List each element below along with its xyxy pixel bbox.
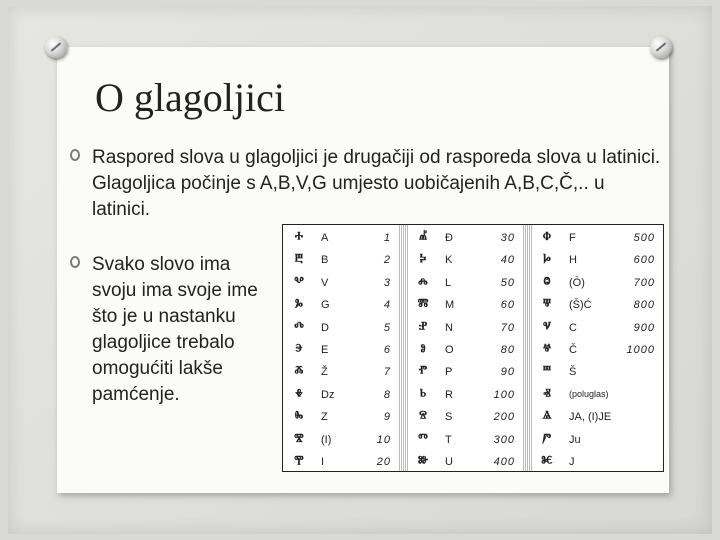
latin-equivalent: V <box>321 276 329 289</box>
glagolitic-letter: ⱃ <box>419 384 427 403</box>
latin-equivalent: D <box>321 321 329 334</box>
latin-equivalent: O <box>445 344 454 356</box>
numeric-value: 1 <box>383 232 391 244</box>
numeric-value: 20 <box>376 456 391 468</box>
glagolitic-letter: ⱆ <box>417 452 429 470</box>
numeric-value: 6 <box>383 344 391 356</box>
numeric-value: 100 <box>493 388 515 401</box>
latin-equivalent: Ž <box>321 366 328 379</box>
alphabet-row <box>407 451 523 473</box>
latin-equivalent: E <box>321 344 329 356</box>
alphabet-row <box>407 384 523 406</box>
glagolitic-letter: ⱑ <box>542 407 552 426</box>
numeric-value: 80 <box>500 344 515 356</box>
alphabet-row <box>407 361 523 383</box>
latin-equivalent: M <box>445 299 455 312</box>
latin-equivalent: J <box>569 456 575 468</box>
latin-equivalent: (Š)Ć <box>569 299 592 312</box>
numeric-value: 200 <box>493 411 515 424</box>
glagolitic-letter: ⰷ <box>295 384 303 403</box>
numeric-value: 300 <box>493 433 515 446</box>
glagolitic-letter: ⰹ <box>294 452 304 470</box>
alphabet-row <box>407 227 523 249</box>
alphabet-row <box>531 339 663 361</box>
latin-equivalent: G <box>321 299 330 312</box>
pin-icon <box>45 36 67 58</box>
alphabet-row <box>531 361 663 383</box>
latin-equivalent: (Ō) <box>569 276 585 289</box>
alphabet-row <box>283 317 399 339</box>
numeric-value: 5 <box>383 321 391 334</box>
latin-equivalent: Š <box>569 366 577 379</box>
latin-equivalent: C <box>569 321 577 334</box>
numeric-value: 30 <box>500 232 515 244</box>
alphabet-row <box>283 339 399 361</box>
numeric-value: 800 <box>633 299 655 312</box>
glagolitic-letter: ⱂ <box>418 362 428 381</box>
latin-equivalent: S <box>445 411 453 424</box>
latin-equivalent: JA, (I)JE <box>569 411 612 424</box>
glagolitic-alphabet-table <box>282 224 664 472</box>
latin-equivalent: Z <box>321 411 328 424</box>
alphabet-row <box>531 384 663 406</box>
numeric-value: 10 <box>376 433 391 446</box>
glagolitic-letter: ⱈ <box>543 250 551 269</box>
numeric-value: 900 <box>633 321 655 334</box>
glagolitic-letter: ⱍ <box>542 340 552 358</box>
bullet-item <box>92 252 264 408</box>
numeric-value: 7 <box>383 366 391 379</box>
alphabet-row <box>407 317 523 339</box>
latin-equivalent: K <box>445 254 453 267</box>
glagolitic-letter: ⱉ <box>543 272 551 291</box>
glagolitic-letter: ⱎ <box>542 362 552 381</box>
alphabet-row <box>531 272 663 294</box>
alphabet-row <box>283 406 399 428</box>
alphabet-row <box>531 249 663 271</box>
glagolitic-letter: ⱀ <box>418 317 428 336</box>
alphabet-row <box>283 294 399 316</box>
latin-equivalent: (I) <box>321 433 332 446</box>
alphabet-row <box>283 384 399 406</box>
glagolitic-letter: ⰿ <box>417 295 429 314</box>
glagolitic-letter: ⱋ <box>542 295 552 314</box>
latin-equivalent: T <box>445 433 452 446</box>
alphabet-row <box>407 294 523 316</box>
alphabet-row <box>407 429 523 451</box>
alphabet-row <box>283 272 399 294</box>
numeric-value: 700 <box>633 276 655 289</box>
glagolitic-letter: ⱌ <box>543 317 551 336</box>
numeric-value: 1000 <box>626 344 655 356</box>
alphabet-row <box>531 294 663 316</box>
numeric-value: 90 <box>500 366 515 379</box>
alphabet-column <box>283 225 399 471</box>
alphabet-row <box>531 317 663 339</box>
glagolitic-letter: ⰴ <box>294 317 304 336</box>
alphabet-row <box>283 361 399 383</box>
alphabet-row <box>531 406 663 428</box>
latin-equivalent: P <box>445 366 453 379</box>
latin-equivalent: N <box>445 321 453 334</box>
glagolitic-letter: ⱁ <box>420 340 426 358</box>
glagolitic-letter: ⰾ <box>418 272 428 291</box>
numeric-value: 600 <box>633 254 655 267</box>
numeric-value: 3 <box>383 276 391 289</box>
bullet-item <box>92 145 664 223</box>
latin-equivalent: Ju <box>569 433 581 446</box>
alphabet-row <box>407 339 523 361</box>
alphabet-column <box>407 225 523 471</box>
latin-equivalent: I <box>321 456 325 468</box>
alphabet-row <box>283 451 399 473</box>
glagolitic-letter: ⰼ <box>418 228 428 246</box>
alphabet-row <box>407 272 523 294</box>
glagolitic-letter: ⱓ <box>542 429 552 448</box>
numeric-value: 40 <box>500 254 515 267</box>
alphabet-row <box>407 249 523 271</box>
glagolitic-letter: ⱅ <box>418 429 428 448</box>
glagolitic-letter: ⱏ <box>543 384 551 403</box>
alphabet-column <box>531 225 663 471</box>
glagolitic-letter: ⱇ <box>542 228 552 246</box>
latin-equivalent: Č <box>569 344 577 356</box>
latin-equivalent: A <box>321 232 329 244</box>
alphabet-row <box>531 451 663 473</box>
glagolitic-letter: ⱘ <box>541 452 553 470</box>
glagolitic-letter: ⰰ <box>294 228 304 246</box>
latin-equivalent: F <box>569 232 576 244</box>
latin-equivalent: Đ <box>445 232 453 244</box>
latin-equivalent: U <box>445 456 453 468</box>
numeric-value: 60 <box>500 299 515 312</box>
numeric-value: 9 <box>383 411 391 424</box>
glagolitic-letter: ⰶ <box>294 362 304 381</box>
alphabet-row <box>531 429 663 451</box>
latin-equivalent: (poluglas) <box>569 388 609 399</box>
latin-equivalent: R <box>445 388 453 401</box>
numeric-value: 400 <box>493 456 515 468</box>
glagolitic-letter: ⰺ <box>294 429 304 448</box>
bullet-text: Svako slovo ima svoju ima svoje ime što je u nastanku glagoljice trebalo omogućiti lakše pamćenje. <box>92 254 258 405</box>
bullet-circle-icon <box>70 149 80 161</box>
latin-equivalent: Dz <box>321 388 335 401</box>
latin-equivalent: L <box>445 276 452 289</box>
alphabet-row <box>283 227 399 249</box>
glagolitic-letter: ⰽ <box>419 250 427 269</box>
numeric-value: 50 <box>500 276 515 289</box>
glagolitic-letter: ⱄ <box>419 407 427 426</box>
glagolitic-letter: ⰲ <box>294 272 304 291</box>
numeric-value: 4 <box>383 299 391 312</box>
glagolitic-letter: ⰸ <box>294 407 304 426</box>
numeric-value: 500 <box>633 232 655 244</box>
alphabet-row <box>407 406 523 428</box>
pin-icon <box>650 36 672 58</box>
numeric-value: 2 <box>383 254 391 267</box>
latin-equivalent: H <box>569 254 577 267</box>
numeric-value: 8 <box>383 388 391 401</box>
bullet-circle-icon <box>70 256 80 268</box>
glagolitic-letter: ⰱ <box>294 250 304 269</box>
glagolitic-letter: ⰳ <box>295 295 303 314</box>
glagolitic-letter: ⰵ <box>295 340 303 358</box>
bullet-text: Raspored slova u glagoljici je drugačiji od rasporeda slova u latinici. Glagoljica počinje s A,B,V,G umjesto uobičajenih A,B,C,Č,.. u latinici. <box>92 147 661 220</box>
slide-title: O glagoljici <box>95 75 285 120</box>
numeric-value: 70 <box>500 321 515 334</box>
alphabet-row <box>283 429 399 451</box>
alphabet-row <box>283 249 399 271</box>
alphabet-row <box>531 227 663 249</box>
latin-equivalent: B <box>321 254 329 267</box>
